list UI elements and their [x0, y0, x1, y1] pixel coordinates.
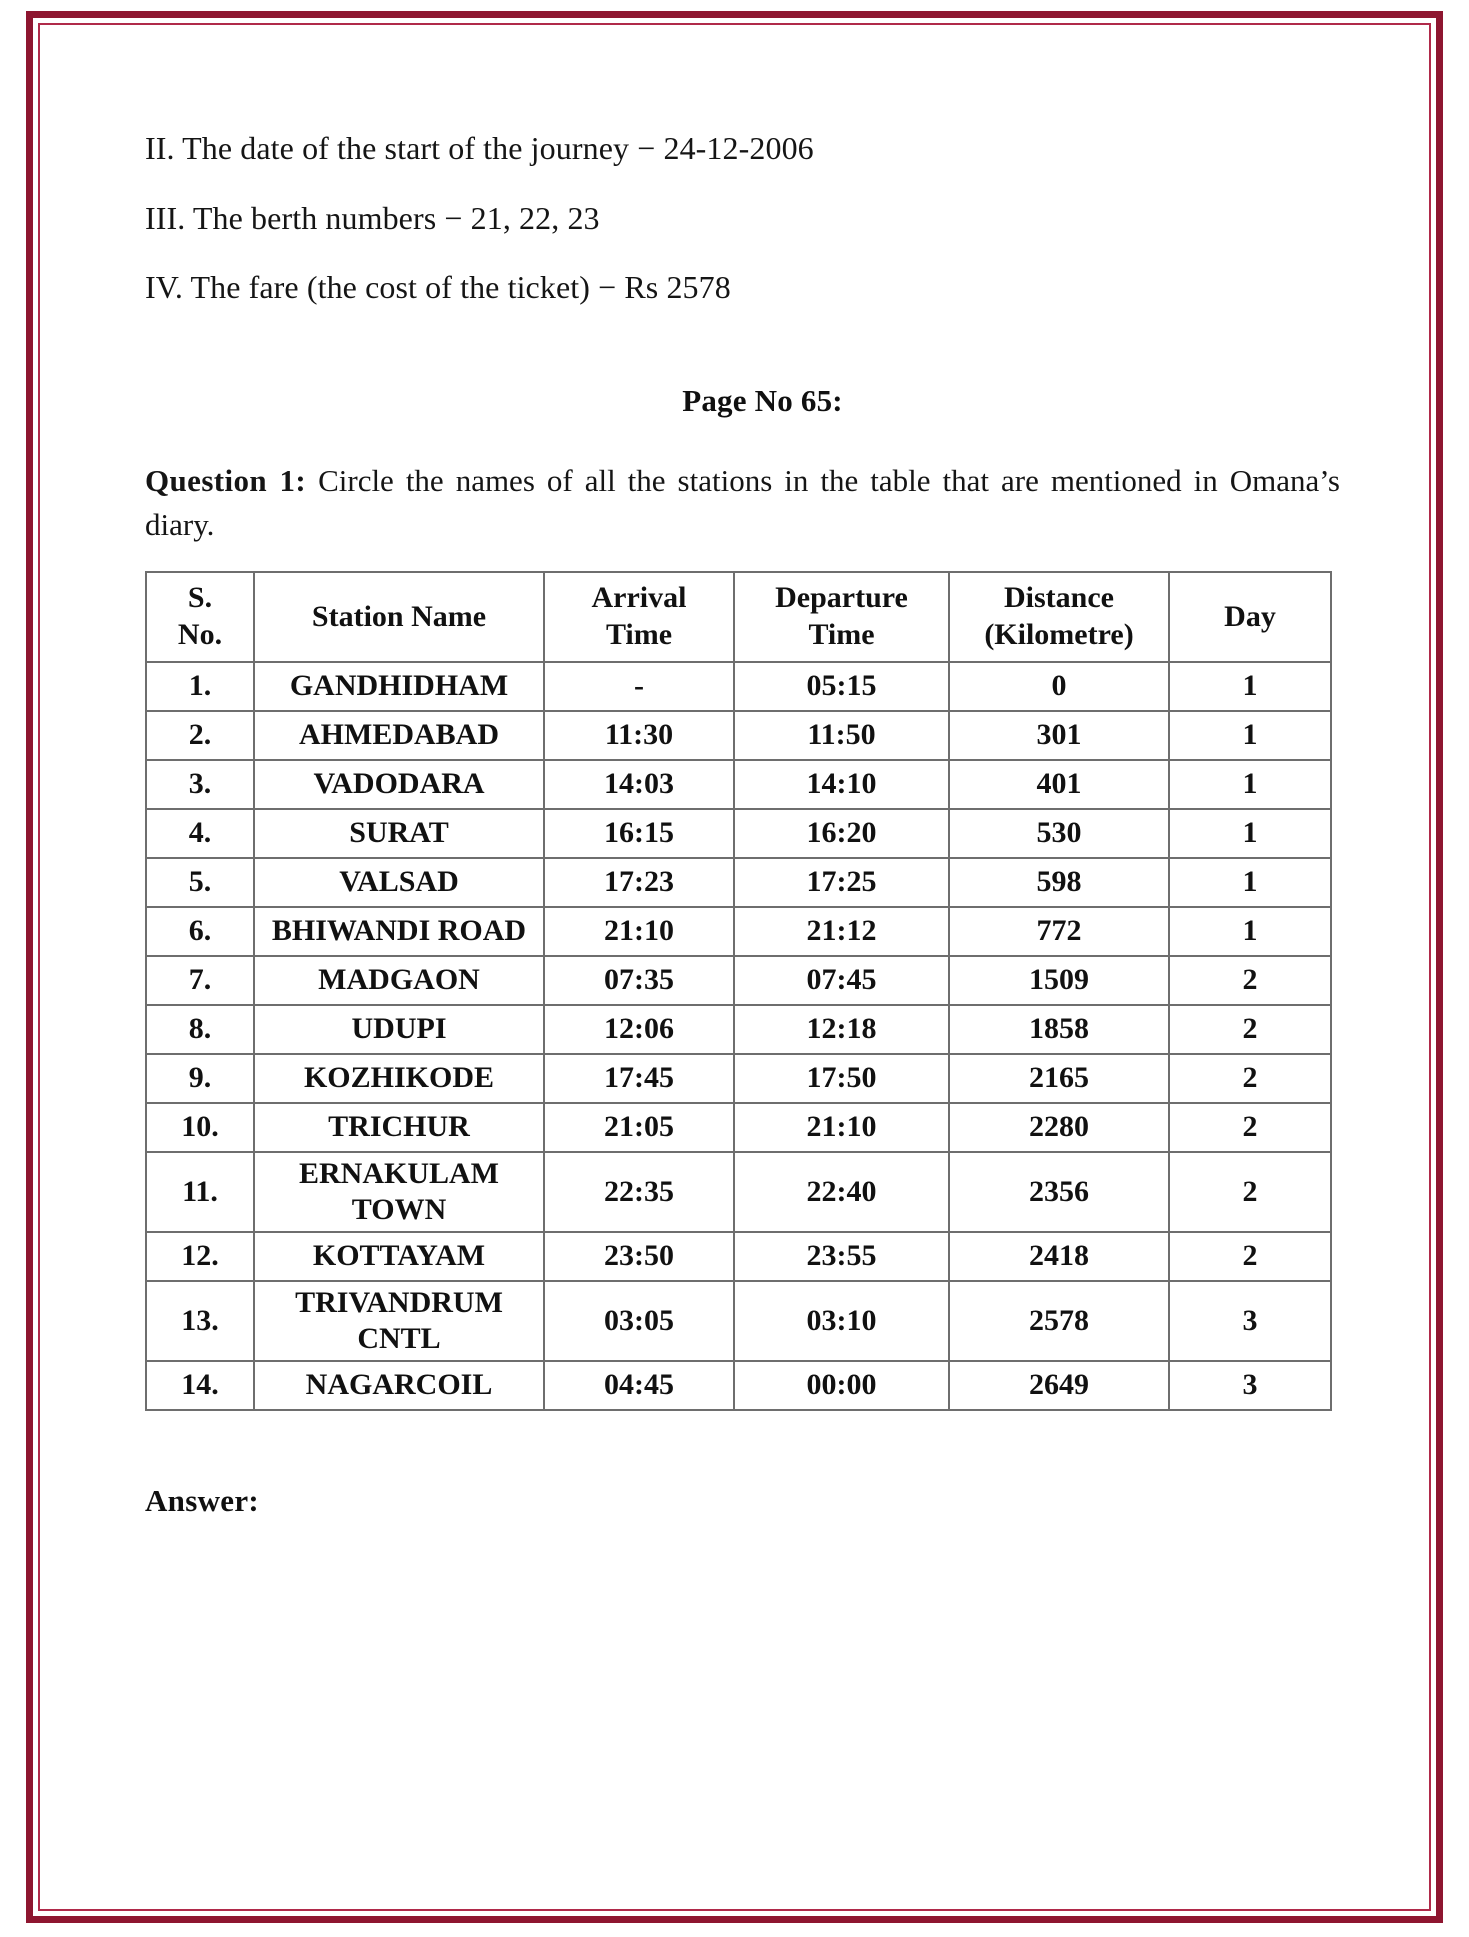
cell-serial-number: 9.	[146, 1054, 254, 1103]
header-line: Arrival	[591, 581, 687, 615]
cell-distance: 401	[949, 760, 1169, 809]
table-row	[146, 1054, 1331, 1103]
table-row	[146, 809, 1331, 858]
cell-day: 1	[1169, 711, 1331, 760]
cell-serial-number: 13.	[146, 1281, 254, 1361]
cell-serial-number: 14.	[146, 1361, 254, 1410]
cell-departure-time: 21:12	[734, 907, 949, 956]
cell-serial-number: 8.	[146, 1005, 254, 1054]
table-header-row	[146, 572, 1331, 662]
cell-departure-time: 14:10	[734, 760, 949, 809]
table-row	[146, 1103, 1331, 1152]
question-paragraph	[145, 459, 1340, 547]
cell-serial-number: 4.	[146, 809, 254, 858]
cell-serial-number: 3.	[146, 760, 254, 809]
journey-detail-item-iv: IV. The fare (the cost of the ticket) − Rs 2578	[145, 269, 731, 306]
cell-day: 2	[1169, 1152, 1331, 1232]
cell-distance: 301	[949, 711, 1169, 760]
cell-station-name: AHMEDABAD	[254, 711, 544, 760]
cell-departure-time: 12:18	[734, 1005, 949, 1054]
column-header-distance	[949, 572, 1169, 662]
column-header-day	[1169, 572, 1331, 662]
cell-serial-number: 2.	[146, 711, 254, 760]
header-line: Day	[1224, 599, 1276, 633]
header-line: Departure	[775, 581, 908, 615]
cell-departure-time: 11:50	[734, 711, 949, 760]
header-line: Time	[808, 617, 875, 651]
cell-day: 2	[1169, 1005, 1331, 1054]
cell-serial-number: 7.	[146, 956, 254, 1005]
cell-arrival-time: 21:05	[544, 1103, 734, 1152]
cell-distance: 2165	[949, 1054, 1169, 1103]
cell-day: 3	[1169, 1281, 1331, 1361]
table-row	[146, 1152, 1331, 1232]
table-row	[146, 956, 1331, 1005]
header-line: Station Name	[311, 599, 487, 633]
cell-station-name: TRIVANDRUM CNTL	[254, 1281, 544, 1361]
cell-distance: 0	[949, 662, 1169, 711]
cell-day: 1	[1169, 858, 1331, 907]
column-header-serial-number	[146, 572, 254, 662]
cell-serial-number: 5.	[146, 858, 254, 907]
cell-station-name: SURAT	[254, 809, 544, 858]
answer-label: Answer:	[145, 1482, 260, 1518]
cell-serial-number: 11.	[146, 1152, 254, 1232]
cell-departure-time: 17:50	[734, 1054, 949, 1103]
table-body	[146, 662, 1331, 1410]
cell-departure-time: 16:20	[734, 809, 949, 858]
cell-distance: 2418	[949, 1232, 1169, 1281]
cell-distance: 2649	[949, 1361, 1169, 1410]
cell-day: 3	[1169, 1361, 1331, 1410]
cell-day: 1	[1169, 662, 1331, 711]
cell-station-name: TRICHUR	[254, 1103, 544, 1152]
header-line: S.	[187, 581, 213, 615]
cell-station-name: BHIWANDI ROAD	[254, 907, 544, 956]
cell-day: 2	[1169, 1054, 1331, 1103]
question-label: Question 1:	[145, 462, 307, 498]
cell-departure-time: 21:10	[734, 1103, 949, 1152]
page-content	[145, 128, 1340, 1519]
cell-station-name: UDUPI	[254, 1005, 544, 1054]
table-row	[146, 662, 1331, 711]
header-line: (Kilometre)	[984, 617, 1134, 651]
table-row	[146, 1232, 1331, 1281]
cell-arrival-time: 17:23	[544, 858, 734, 907]
header-line: Time	[605, 617, 673, 651]
cell-arrival-time: 17:45	[544, 1054, 734, 1103]
cell-distance: 772	[949, 907, 1169, 956]
cell-station-name: NAGARCOIL	[254, 1361, 544, 1410]
cell-departure-time: 07:45	[734, 956, 949, 1005]
cell-distance: 1858	[949, 1005, 1169, 1054]
cell-day: 2	[1169, 1103, 1331, 1152]
cell-distance: 598	[949, 858, 1169, 907]
column-header-arrival-time	[544, 572, 734, 662]
table-row	[146, 1361, 1331, 1410]
table-row	[146, 1005, 1331, 1054]
cell-serial-number: 10.	[146, 1103, 254, 1152]
cell-arrival-time: 12:06	[544, 1005, 734, 1054]
cell-serial-number: 6.	[146, 907, 254, 956]
cell-arrival-time: 04:45	[544, 1361, 734, 1410]
cell-departure-time: 17:25	[734, 858, 949, 907]
cell-serial-number: 1.	[146, 662, 254, 711]
column-header-station-name	[254, 572, 544, 662]
cell-distance: 2356	[949, 1152, 1169, 1232]
cell-day: 2	[1169, 1232, 1331, 1281]
header-line: No.	[177, 617, 223, 651]
cell-station-name: ERNAKULAM TOWN	[254, 1152, 544, 1232]
cell-arrival-time: 23:50	[544, 1232, 734, 1281]
cell-station-name: KOTTAYAM	[254, 1232, 544, 1281]
header-line: Distance	[1004, 581, 1114, 615]
cell-day: 2	[1169, 956, 1331, 1005]
cell-day: 1	[1169, 907, 1331, 956]
cell-day: 1	[1169, 760, 1331, 809]
cell-departure-time: 23:55	[734, 1232, 949, 1281]
cell-arrival-time: 14:03	[544, 760, 734, 809]
table-row	[146, 1281, 1331, 1361]
train-timetable	[145, 571, 1332, 1411]
page-number-heading	[145, 383, 1340, 419]
question-text: Circle the names of all the stations in the table that are mentioned in Omana’s diary.	[145, 462, 1340, 542]
cell-departure-time: 00:00	[734, 1361, 949, 1410]
table-row	[146, 760, 1331, 809]
cell-serial-number: 12.	[146, 1232, 254, 1281]
cell-day: 1	[1169, 809, 1331, 858]
cell-departure-time: 05:15	[734, 662, 949, 711]
page-number-heading-text: Page No 65:	[682, 382, 843, 418]
cell-station-name: MADGAON	[254, 956, 544, 1005]
cell-arrival-time: 07:35	[544, 956, 734, 1005]
cell-arrival-time: 11:30	[544, 711, 734, 760]
cell-station-name: VADODARA	[254, 760, 544, 809]
cell-arrival-time: 21:10	[544, 907, 734, 956]
cell-departure-time: 03:10	[734, 1281, 949, 1361]
journey-detail-item-iii: III. The berth numbers − 21, 22, 23	[145, 199, 600, 236]
cell-arrival-time: -	[544, 662, 734, 711]
cell-station-name: VALSAD	[254, 858, 544, 907]
cell-distance: 2280	[949, 1103, 1169, 1152]
journey-detail-item-ii: II. The date of the start of the journey − 24-12-2006	[145, 130, 814, 166]
table-row	[146, 858, 1331, 907]
cell-arrival-time: 16:15	[544, 809, 734, 858]
table-row	[146, 711, 1331, 760]
table-row	[146, 907, 1331, 956]
cell-station-name: GANDHIDHAM	[254, 662, 544, 711]
cell-arrival-time: 22:35	[544, 1152, 734, 1232]
cell-distance: 1509	[949, 956, 1169, 1005]
cell-arrival-time: 03:05	[544, 1281, 734, 1361]
column-header-departure-time	[734, 572, 949, 662]
cell-departure-time: 22:40	[734, 1152, 949, 1232]
cell-distance: 530	[949, 809, 1169, 858]
cell-station-name: KOZHIKODE	[254, 1054, 544, 1103]
cell-distance: 2578	[949, 1281, 1169, 1361]
